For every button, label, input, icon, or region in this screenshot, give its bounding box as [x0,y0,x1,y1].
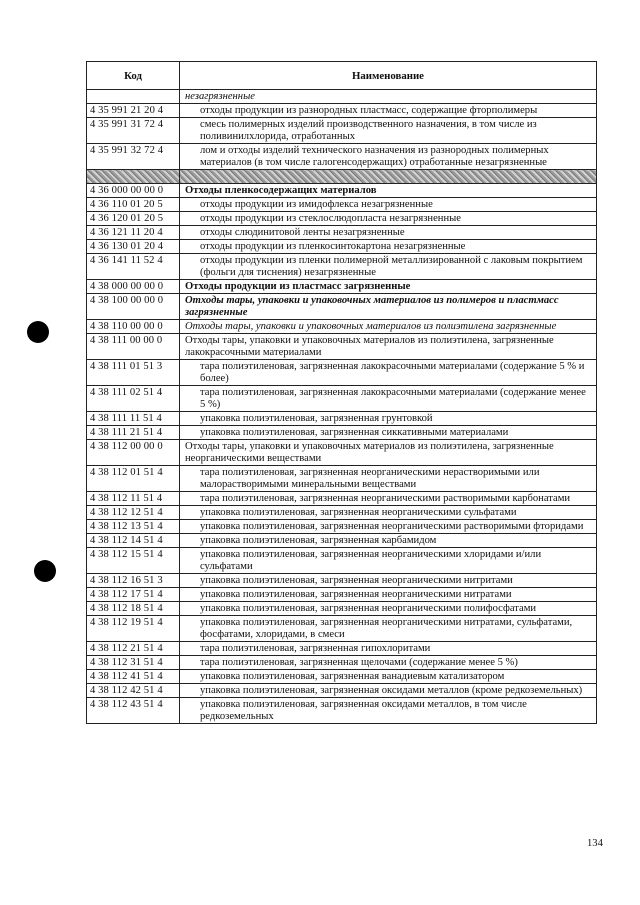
row-name: упаковка полиэтиленовая, загрязненная неорганическими хлоридами и/или сульфатами [180,548,597,574]
table-row [87,616,597,642]
table-row [87,426,597,440]
row-code: 4 38 110 00 00 0 [87,320,180,334]
row-name: тара полиэтиленовая, загрязненная лакокрасочными материалами (содержание менее 5 %) [180,386,597,412]
row-code: 4 38 112 21 51 4 [87,642,180,656]
row-code: 4 38 112 16 51 3 [87,574,180,588]
row-name: Отходы тары, упаковки и упаковочных материалов из полимеров и пластмасс загрязненные [180,294,597,320]
page-number: 134 [587,838,603,849]
table-row [87,520,597,534]
row-code: 4 38 112 31 51 4 [87,656,180,670]
row-code: 4 38 111 00 00 0 [87,334,180,360]
table-row [87,360,597,386]
row-code: 4 36 120 01 20 5 [87,212,180,226]
row-code: 4 38 111 11 51 4 [87,412,180,426]
row-name: тара полиэтиленовая, загрязненная лакокрасочными материалами (содержание 5 % и более) [180,360,597,386]
row-name: упаковка полиэтиленовая, загрязненная ванадиевым катализатором [180,670,597,684]
table-row [87,226,597,240]
row-name: упаковка полиэтиленовая, загрязненная оксидами металлов (кроме редкоземельных) [180,684,597,698]
row-code: 4 38 112 19 51 4 [87,616,180,642]
row-code: 4 38 112 41 51 4 [87,670,180,684]
row-name: упаковка полиэтиленовая, загрязненная неорганическими полифосфатами [180,602,597,616]
row-name: тара полиэтиленовая, загрязненная щелочами (содержание менее 5 %) [180,656,597,670]
row-code: 4 35 991 21 20 4 [87,104,180,118]
row-code: 4 36 110 01 20 5 [87,198,180,212]
row-code: 4 38 112 14 51 4 [87,534,180,548]
row-name: упаковка полиэтиленовая, загрязненная неорганическими нитритами [180,574,597,588]
table-row [87,386,597,412]
table-row [87,280,597,294]
row-code: 4 38 112 13 51 4 [87,520,180,534]
row-name: отходы продукции из стеклослюдопласта незагрязненные [180,212,597,226]
row-code: 4 38 112 00 00 0 [87,440,180,466]
table-header-row [87,62,597,90]
table-row [87,656,597,670]
waste-classification-table [86,61,597,724]
table-row [87,118,597,144]
row-name: упаковка полиэтиленовая, загрязненная оксидами металлов, в том числе редкоземельных [180,698,597,724]
table-row [87,466,597,492]
table-row [87,294,597,320]
table-row [87,144,597,170]
row-name: Отходы тары, упаковки и упаковочных материалов из полиэтилена, загрязненные лакокрасочными материалами [180,334,597,360]
table-row [87,574,597,588]
table-row [87,698,597,724]
row-code: 4 38 111 01 51 3 [87,360,180,386]
table-row [87,104,597,118]
table-row [87,212,597,226]
table-row [87,684,597,698]
punch-hole [34,560,56,582]
row-name: упаковка полиэтиленовая, загрязненная грунтовкой [180,412,597,426]
row-code: 4 36 121 11 20 4 [87,226,180,240]
row-code: 4 38 112 12 51 4 [87,506,180,520]
table-row [87,254,597,280]
row-code: 4 38 111 02 51 4 [87,386,180,412]
row-name: отходы слюдинитовой ленты незагрязненные [180,226,597,240]
header-name: Наименование [180,62,597,90]
row-code: 4 38 112 43 51 4 [87,698,180,724]
table-row [87,602,597,616]
row-name: лом и отходы изделий технического назначения из разнородных полимерных материалов (в том числе галогенсодержащих) отработанные незагрязненные [180,144,597,170]
row-name: Отходы тары, упаковки и упаковочных материалов из полиэтилена загрязненные [180,320,597,334]
row-name: тара полиэтиленовая, загрязненная неорганическими нерастворимыми или малорастворимыми минеральными веществами [180,466,597,492]
table-row [87,412,597,426]
row-code: 4 38 112 42 51 4 [87,684,180,698]
row-name: упаковка полиэтиленовая, загрязненная неорганическими сульфатами [180,506,597,520]
table-row [87,506,597,520]
row-name: упаковка полиэтиленовая, загрязненная карбамидом [180,534,597,548]
row-name: Отходы продукции из пластмасс загрязненные [180,280,597,294]
row-name: отходы продукции из пленки полимерной металлизированной с лаковым покрытием (фольги для тиснения) незагрязненные [180,254,597,280]
row-name: упаковка полиэтиленовая, загрязненная сиккативными материалами [180,426,597,440]
row-code: 4 38 100 00 00 0 [87,294,180,320]
row-name: Отходы тары, упаковки и упаковочных материалов из полиэтилена, загрязненные неорганическими веществами [180,440,597,466]
row-code: 4 38 000 00 00 0 [87,280,180,294]
row-code: 4 38 112 18 51 4 [87,602,180,616]
row-name: тара полиэтиленовая, загрязненная неорганическими растворимыми карбонатами [180,492,597,506]
table-row [87,548,597,574]
table-row [87,492,597,506]
header-code: Код [87,62,180,90]
row-code [87,90,180,104]
row-code: 4 38 112 01 51 4 [87,466,180,492]
table-row [87,588,597,602]
table-body [87,90,597,724]
row-name [180,170,597,184]
scan-noise-row [87,170,597,184]
row-name: Отходы пленкосодержащих материалов [180,184,597,198]
punch-hole [27,321,49,343]
row-name: отходы продукции из имидофлекса незагрязненные [180,198,597,212]
row-code: 4 36 141 11 52 4 [87,254,180,280]
row-code: 4 36 000 00 00 0 [87,184,180,198]
table-row [87,534,597,548]
row-code: 4 38 112 11 51 4 [87,492,180,506]
row-name: незагрязненные [180,90,597,104]
table-row [87,642,597,656]
row-code: 4 38 111 21 51 4 [87,426,180,440]
table-row [87,90,597,104]
row-code: 4 35 991 31 72 4 [87,118,180,144]
row-code: 4 36 130 01 20 4 [87,240,180,254]
table-row [87,334,597,360]
table-row [87,440,597,466]
row-name: тара полиэтиленовая, загрязненная гипохлоритами [180,642,597,656]
row-name: упаковка полиэтиленовая, загрязненная неорганическими растворимыми фторидами [180,520,597,534]
row-name: упаковка полиэтиленовая, загрязненная неорганическими нитратами, сульфатами, фосфатами, хлоридами, в смеси [180,616,597,642]
table-row [87,184,597,198]
row-code: 4 35 991 32 72 4 [87,144,180,170]
row-name: смесь полимерных изделий производственного назначения, в том числе из поливинилхлорида, отработанных [180,118,597,144]
row-name: отходы продукции из пленкосинтокартона незагрязненные [180,240,597,254]
row-code: 4 38 112 15 51 4 [87,548,180,574]
row-code: 4 38 112 17 51 4 [87,588,180,602]
table-row [87,198,597,212]
row-name: отходы продукции из разнородных пластмасс, содержащие фторполимеры [180,104,597,118]
table-row [87,320,597,334]
table-row [87,240,597,254]
table-row [87,670,597,684]
row-name: упаковка полиэтиленовая, загрязненная неорганическими нитратами [180,588,597,602]
row-code [87,170,180,184]
